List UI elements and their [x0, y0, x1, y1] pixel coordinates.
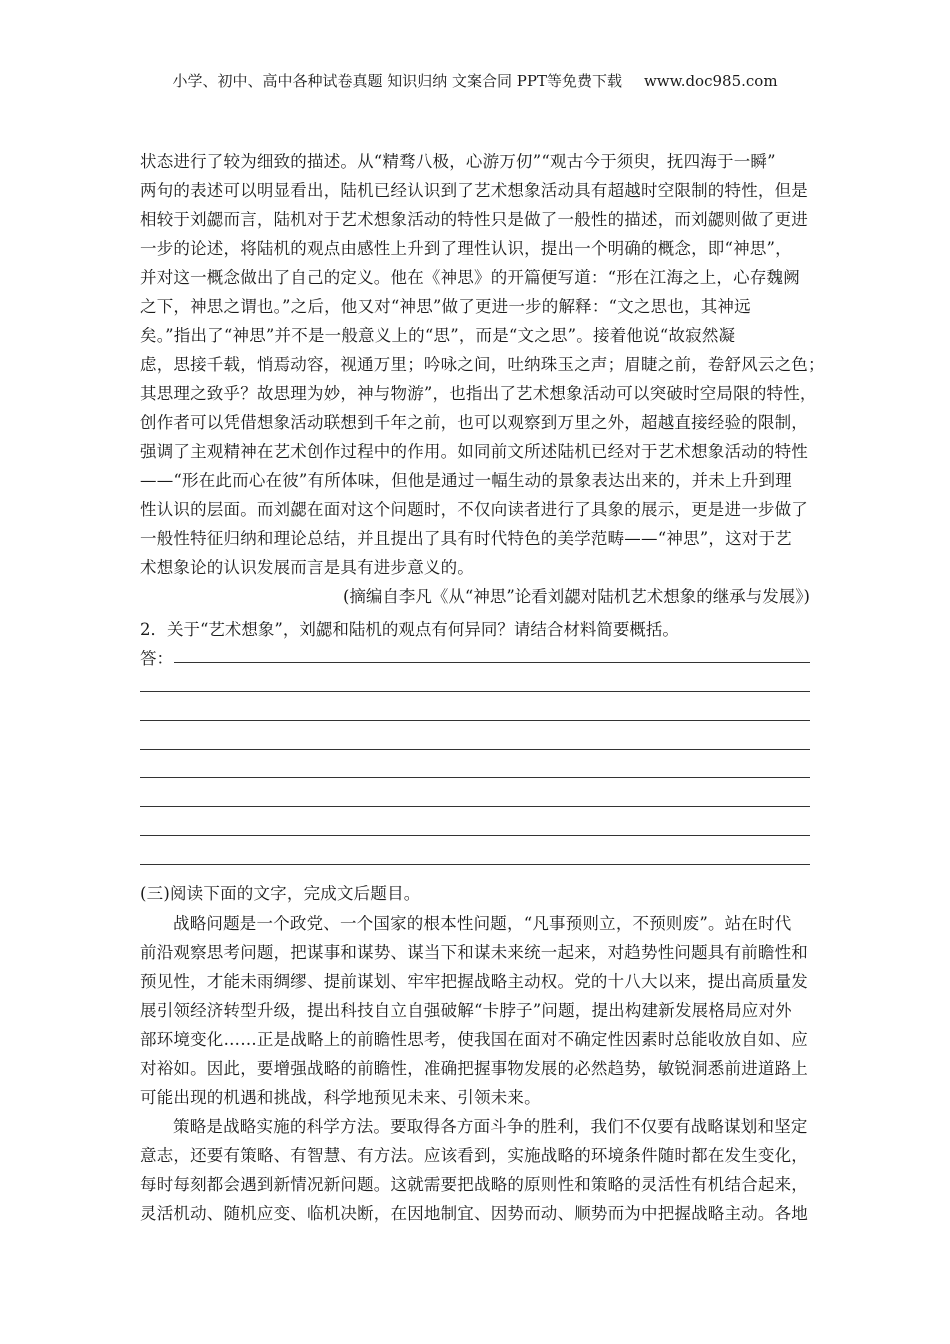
section3-line: 意志，还要有策略、有智慧、有方法。应该看到，实施战略的环境条件随时都在发生变化， — [140, 1146, 808, 1165]
section3-line: 战略问题是一个政党、一个国家的根本性问题，“凡事预则立，不预则废”。站在时代 — [173, 914, 792, 933]
answer-line[interactable] — [140, 777, 810, 778]
passage1-line: 性认识的层面。而刘勰在面对这个问题时，不仅向读者进行了具象的展示，更是进一步做了 — [140, 500, 808, 519]
answer-label: 答： — [140, 649, 173, 668]
passage1-line: 并对这一概念做出了自己的定义。他在《神思》的开篇便写道：“形在江海之上，心存魏阙 — [140, 268, 800, 287]
passage1-line: 状态进行了较为细致的描述。从“精骛八极，心游万仞”“观古今于须臾，抚四海于一瞬” — [140, 152, 776, 171]
section3-line: 展引领经济转型升级，提出科技自立自强破解“卡脖子”问题，提出构建新发展格局应对外 — [140, 1001, 792, 1020]
passage1-line: 矣。”指出了“神思”并不是一般意义上的“思”，而是“文之思”。接着他说“故寂然凝 — [140, 326, 736, 345]
passage1-line: 相较于刘勰而言，陆机对于艺术想象活动的特性只是做了一般性的描述，而刘勰则做了更进 — [140, 210, 808, 229]
answer-line[interactable] — [174, 662, 810, 663]
answer-line[interactable] — [140, 720, 810, 721]
section3-line: 每时每刻都会遇到新情况新问题。这就需要把战略的原则性和策略的灵活性有机结合起来， — [140, 1175, 808, 1194]
passage1-line: 其思理之致乎？故思理为妙，神与物游”，也指出了艺术想象活动可以突破时空局限的特性， — [140, 384, 817, 403]
header-url[interactable]: www.doc985.com — [643, 72, 778, 90]
section3-line: 前沿观察思考问题，把谋事和谋势、谋当下和谋未来统一起来，对趋势性问题具有前瞻性和 — [140, 943, 808, 962]
section3-heading: (三)阅读下面的文字，完成文后题目。 — [140, 884, 421, 903]
source-citation: (摘编自李凡《从“神思”论看刘勰对陆机艺术想象的继承与发展》) — [343, 587, 810, 606]
passage1-line: ——“形在此而心在彼”有所体味，但他是通过一幅生动的景象表达出来的，并未上升到理 — [140, 471, 792, 490]
section3-line: 预见性，才能未雨绸缪、提前谋划、牢牢把握战略主动权。党的十八大以来，提出高质量发 — [140, 972, 808, 991]
section3-line: 策略是战略实施的科学方法。要取得各方面斗争的胜利，我们不仅要有战略谋划和坚定 — [173, 1117, 808, 1136]
section3-line: 可能出现的机遇和挑战，科学地预见未来、引领未来。 — [140, 1088, 541, 1107]
section3-line: 灵活机动、随机应变、临机决断，在因地制宜、因势而动、顺势而为中把握战略主动。各地 — [140, 1204, 808, 1223]
answer-line[interactable] — [140, 864, 810, 865]
passage1-line: 创作者可以凭借想象活动联想到千年之前，也可以观察到万里之外，超越直接经验的限制， — [140, 413, 808, 432]
section3-line: 部环境变化……正是战略上的前瞻性思考，使我国在面对不确定性因素时总能收放自如、应 — [140, 1030, 808, 1049]
question-2: 2．关于“艺术想象”，刘勰和陆机的观点有何异同？请结合材料简要概括。 — [140, 620, 679, 639]
passage1-line: 一步的论述，将陆机的观点由感性上升到了理性认识，提出一个明确的概念，即“神思”， — [140, 239, 792, 258]
passage1-line: 术想象论的认识发展而言是具有进步意义的。 — [140, 558, 474, 577]
answer-line[interactable] — [140, 749, 810, 750]
passage1-line: 虑，思接千载，悄焉动容，视通万里；吟咏之间，吐纳珠玉之声；眉睫之前，卷舒风云之色； — [140, 355, 825, 374]
page-header — [0, 70, 950, 91]
section3-line: 对裕如。因此，要增强战略的前瞻性，准确把握事物发展的必然趋势，敏锐洞悉前进道路上 — [140, 1059, 808, 1078]
answer-line[interactable] — [140, 691, 810, 692]
header-site-text: 小学、初中、高中各种试卷真题 知识归纳 文案合同 PPT等免费下载 — [172, 72, 622, 90]
answer-line[interactable] — [140, 806, 810, 807]
passage1-line: 一般性特征归纳和理论总结，并且提出了具有时代特色的美学范畴——“神思”，这对于艺 — [140, 529, 792, 548]
passage1-line: 两句的表述可以明显看出，陆机已经认识到了艺术想象活动具有超越时空限制的特性，但是 — [140, 181, 808, 200]
passage1-line: 强调了主观精神在艺术创作过程中的作用。如同前文所述陆机已经对于艺术想象活动的特性 — [140, 442, 808, 461]
answer-line[interactable] — [140, 835, 810, 836]
passage1-line: 之下，神思之谓也。”之后，他又对“神思”做了更进一步的解释：“文之思也，其神远 — [140, 297, 751, 316]
